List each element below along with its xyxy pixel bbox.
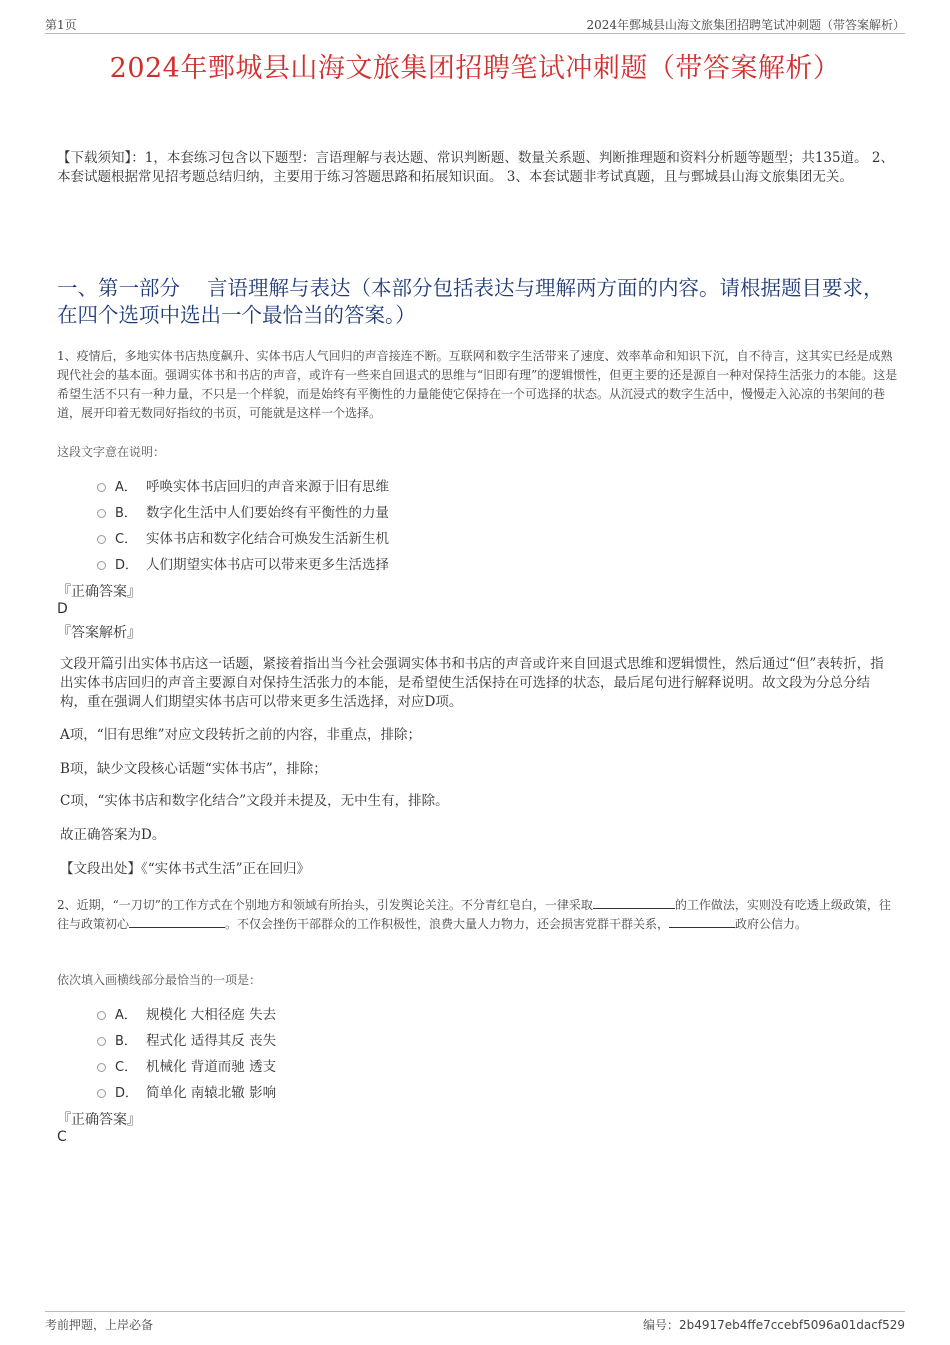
document-title: 2024年鄄城县山海文旅集团招聘笔试冲刺题（带答案解析） — [109, 53, 841, 84]
question-2-option-a[interactable] — [97, 1003, 276, 1023]
radio-icon[interactable] — [97, 1011, 106, 1020]
running-title: 2024年鄄城县山海文旅集团招聘笔试冲刺题（带答案解析） — [586, 18, 905, 32]
fill-blank — [593, 896, 675, 909]
option-text: 呼唤实体书店回归的声音来源于旧有思维 — [146, 479, 389, 495]
option-text: 规模化 大相径庭 失去 — [146, 1007, 277, 1023]
option-letter: B． — [115, 1033, 137, 1049]
question-1-analysis-a: A项，“旧有思维”对应文段转折之前的内容，非重点，排除； — [60, 727, 422, 743]
question-2-stem — [57, 896, 899, 934]
radio-icon[interactable] — [97, 1089, 106, 1098]
radio-icon[interactable] — [97, 535, 106, 544]
stem-part: 2、近期，“一刀切”的工作方式在个别地方和领域有所抬头，引发舆论关注。不分青红皂白，一律采取 — [57, 898, 593, 912]
stem-part: 政府公信力。 — [735, 917, 808, 931]
option-letter: D． — [115, 557, 139, 573]
fill-blank — [129, 915, 225, 928]
option-text: 数字化生活中人们要始终有平衡性的力量 — [146, 505, 389, 521]
radio-icon[interactable] — [97, 561, 106, 570]
radio-icon[interactable] — [97, 483, 106, 492]
question-1-analysis-label: 『答案解析』 — [57, 625, 141, 641]
stem-part: 。不仅会挫伤干部群众的工作积极性，浪费大量人力物力，还会损害党群干群关系， — [225, 917, 670, 931]
question-1-option-a[interactable] — [97, 475, 389, 495]
stem-part: 的工作做法，实则没有吃透上级政策，往往与政策初心 — [57, 898, 891, 931]
option-text: 机械化 背道而驰 透支 — [146, 1059, 277, 1075]
header-divider — [45, 33, 905, 34]
question-1-option-b[interactable] — [97, 501, 389, 521]
question-2-option-c[interactable] — [97, 1055, 276, 1075]
question-2-answer: C — [57, 1129, 67, 1145]
question-1-source: 【文段出处】《“实体书式生活”正在回归》 — [60, 861, 311, 877]
option-letter: C． — [115, 1059, 138, 1075]
radio-icon[interactable] — [97, 509, 106, 518]
option-letter: C． — [115, 531, 138, 547]
section-heading: 一、第一部分 言语理解与表达（本部分包括表达与理解两方面的内容。请根据题目要求，在四个选项中选出一个最恰当的答案。） — [57, 276, 884, 327]
option-letter: A． — [115, 479, 137, 495]
option-text: 简单化 南辕北辙 影响 — [146, 1085, 277, 1101]
footer-divider — [45, 1311, 905, 1312]
footer-slogan: 考前押题，上岸必备 — [45, 1318, 154, 1332]
fill-blank — [669, 915, 735, 928]
question-2-option-b[interactable] — [97, 1029, 276, 1049]
question-2-option-d[interactable] — [97, 1081, 276, 1101]
question-1-answer: D — [57, 601, 68, 617]
question-2-prompt: 依次填入画横线部分最恰当的一项是： — [57, 973, 262, 987]
question-1-prompt: 这段文字意在说明： — [57, 445, 166, 459]
question-1-analysis-b: B项，缺少文段核心话题“实体书店”，排除； — [60, 761, 327, 777]
question-1-option-d[interactable] — [97, 553, 389, 573]
question-1-option-c[interactable] — [97, 527, 389, 547]
page-number: 第1页 — [45, 18, 77, 32]
option-text: 实体书店和数字化结合可焕发生活新生机 — [146, 531, 389, 547]
radio-icon[interactable] — [97, 1063, 106, 1072]
option-text: 人们期望实体书店可以带来更多生活选择 — [146, 557, 389, 573]
question-1-analysis-c: C项，“实体书店和数字化结合”文段并未提及，无中生有，排除。 — [60, 793, 449, 809]
option-letter: B． — [115, 505, 137, 521]
option-text: 程式化 适得其反 丧失 — [146, 1033, 277, 1049]
question-1-stem: 1、疫情后，多地实体书店热度飙升、实体书店人气回归的声音接连不断。互联网和数字生活带来了速度、效率革命和知识下沉，自不待言，这其实已经是成熟现代社会的基本面。强调实体书和书店的声音，或许有一些来自回退式的思维与“旧即有理”的逻辑惯性，但更主要的还是源自一种对保持生活张力的本能。这是希望生活不只有一种力量，不只是一个样貌，而是始终有平衡性的力量能使它保持在一个可选择的状态。从沉浸式的数字生活中，慢慢走入沁凉的书架间的巷道，展开印着无数同好指纹的书页，可能就是这样一个选择。 — [57, 349, 898, 420]
question-1-conclusion: 故正确答案为D。 — [60, 827, 166, 843]
option-letter: A． — [115, 1007, 137, 1023]
question-1-analysis-summary: 文段开篇引出实体书店这一话题，紧接着指出当今社会强调实体书和书店的声音或许来自回退式思维和逻辑惯性，然后通过“但”表转折，指出实体书店回归的声音主要源自对保持生活张力的本能，是希望使生活保持在可选择的状态，最后尾句进行解释说明。故文段为分总分结构，重在强调人们期望实体书店可以带来更多生活选择，对应D项。 — [60, 656, 884, 710]
radio-icon[interactable] — [97, 1037, 106, 1046]
question-1-answer-label: 『正确答案』 — [57, 584, 141, 600]
document-id: 编号：2b4917eb4ffe7ccebf5096a01dacf529 — [643, 1318, 905, 1332]
question-2-answer-label: 『正确答案』 — [57, 1112, 141, 1128]
download-notice: 【下载须知】：1，本套练习包含以下题型：言语理解与表达题、常识判断题、数量关系题、判断推理题和资料分析题等题型；共135道。 2、本套试题根据常见招考题总结归纳，主要用于练习答题思路和拓展知识面。 3、本套试题非考试真题，且与鄄城县山海文旅集团无关。 — [57, 150, 894, 185]
option-letter: D． — [115, 1085, 139, 1101]
